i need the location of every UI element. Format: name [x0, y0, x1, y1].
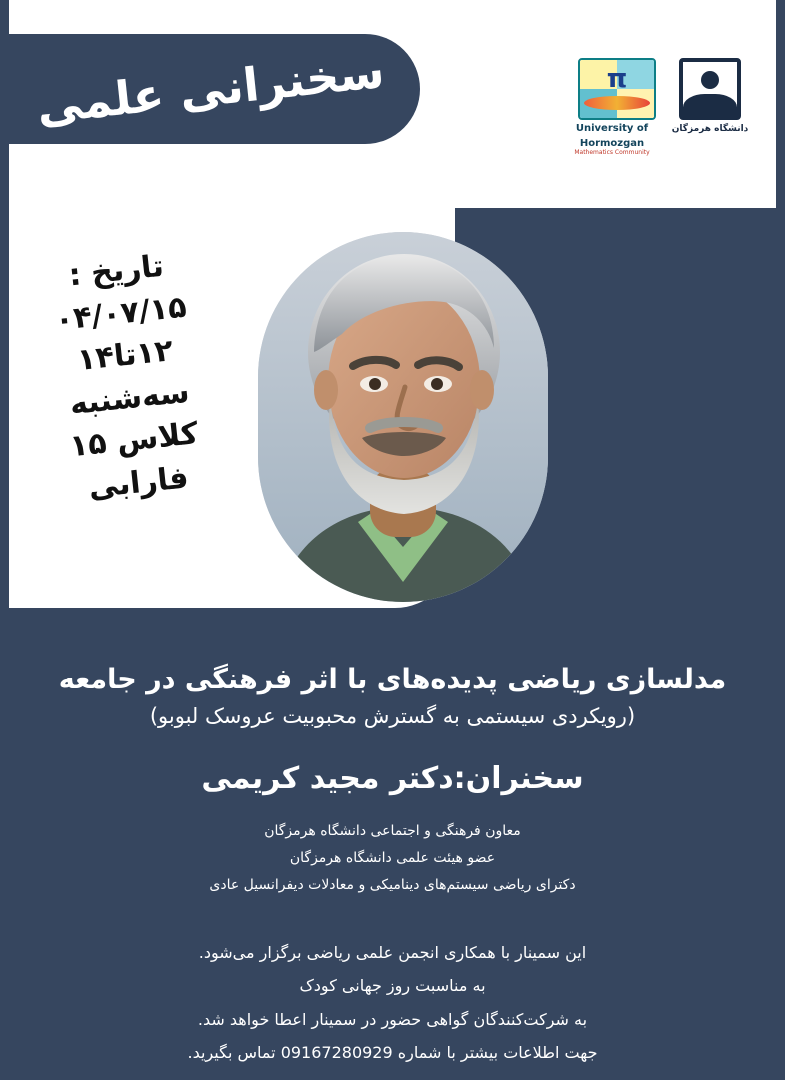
note-line: به شرکت‌کنندگان گواهی حضور در سمینار اعطا خواهد شد.: [197, 1009, 588, 1029]
emblem-dot-icon: [701, 71, 719, 89]
speaker-affiliations: [40, 818, 745, 900]
left-edge-strip: [0, 0, 9, 1080]
math-logo-line3: Mathematics Community: [574, 149, 650, 156]
event-room: کلاس ۱۵: [68, 416, 200, 465]
hormozgan-university-logo: [670, 58, 750, 134]
affiliation-line: معاون فرهنگی و اجتماعی دانشگاه هرمزگان: [264, 822, 521, 839]
right-edge-strip: [776, 0, 785, 1080]
affiliation-line: دکترای ریاضی سیستم‌های دینامیکی و معادلات دیفرانسیل عادی: [209, 877, 576, 894]
date-label: تاریخ :: [67, 248, 166, 294]
talk-subtitle: (رویکردی سیستمی به گسترش محبوبیت عروسک لبوبو): [149, 704, 636, 729]
page-title: سخنرانی علمی: [33, 43, 387, 135]
event-weekday: سه‌شنبه: [68, 374, 192, 422]
logo-group: [560, 58, 750, 188]
math-logo-line1: University of: [575, 123, 649, 134]
event-notes: [40, 936, 745, 1070]
talk-title: مدلسازی ریاضی پدیده‌های با اثر فرهنگی در جامعه: [58, 664, 727, 695]
event-date: ۰۴/۰۷/۱۵: [53, 289, 189, 338]
university-logo-caption: دانشگاه هرمزگان: [671, 124, 749, 134]
event-building: فارابی: [86, 460, 191, 506]
affiliation-line: عضو هیئت علمی دانشگاه هرمزگان: [289, 849, 496, 866]
speaker-name: سخنران:دکتر مجید کریمی: [201, 760, 584, 796]
math-logo-line2: Hormozgan: [579, 137, 645, 149]
emblem-wave-icon: [683, 94, 737, 116]
note-line: به مناسبت روز جهانی کودک: [299, 976, 486, 996]
note-line: این سمینار با همکاری انجمن علمی ریاضی برگزار می‌شود.: [198, 942, 587, 962]
event-time: ۱۲تا۱۴: [75, 333, 175, 379]
speaker-portrait: [258, 232, 548, 602]
university-emblem-icon: [679, 58, 741, 120]
talk-info-block: [0, 660, 785, 1070]
math-community-logo: [568, 58, 656, 156]
emblem-swoosh-icon: [584, 96, 650, 110]
note-line: جهت اطلاعات بیشتر با شماره 09167280929 تماس بگیرید.: [187, 1043, 598, 1063]
pi-symbol-icon: π: [606, 64, 628, 94]
event-details-block: [27, 242, 228, 514]
math-emblem-icon: [578, 58, 656, 120]
poster-title-banner: [0, 34, 420, 144]
